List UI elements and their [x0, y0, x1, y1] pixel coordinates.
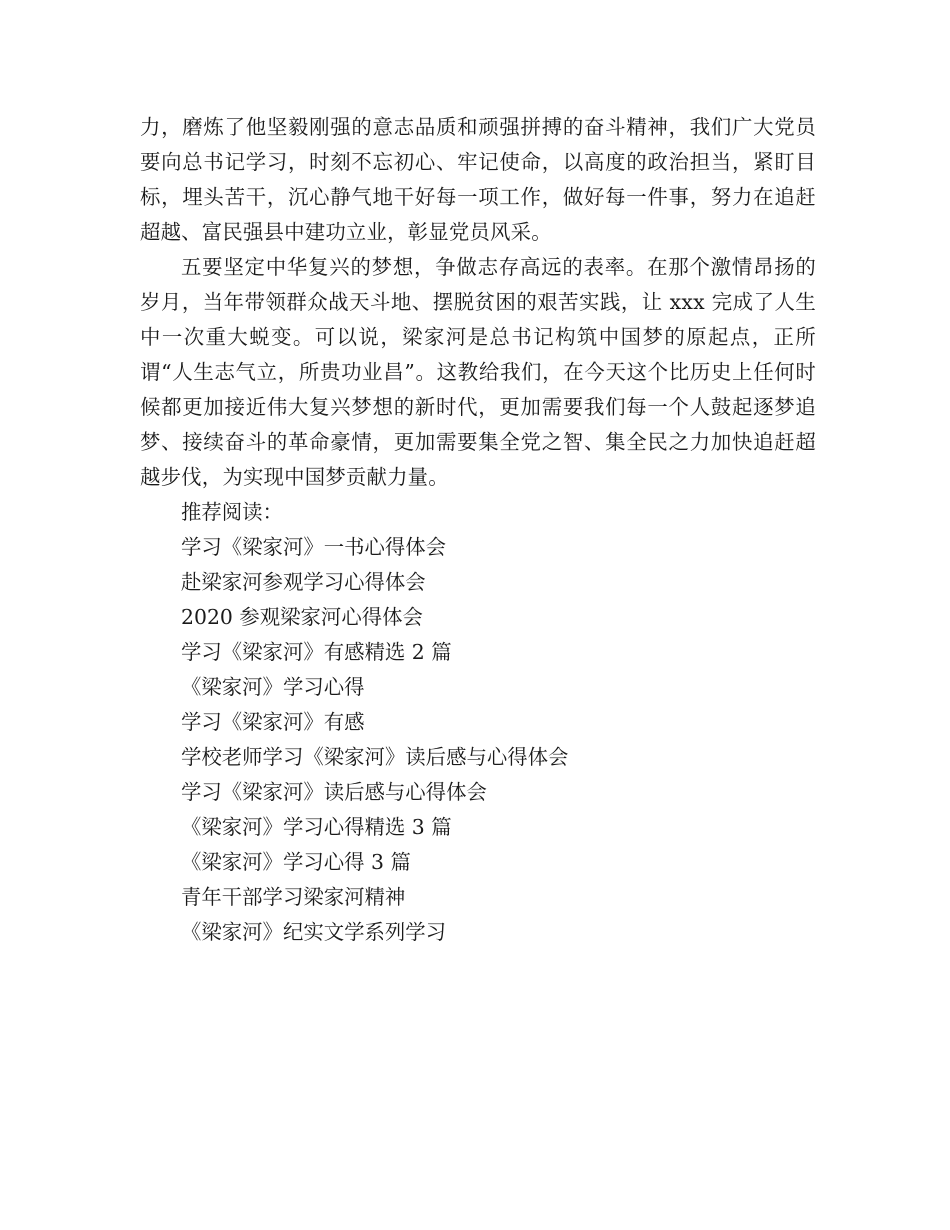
reading-link-3[interactable]: 2020 参观梁家河心得体会: [181, 605, 423, 629]
body-paragraph-2: 五要坚定中华复兴的梦想，争做志存高远的表率。在那个激情昂扬的岁月，当年带领群众战天斗地、摆脱贫困的艰苦实践，让 xxx 完成了人生中一次重大蜕变。可以说，梁家河是总书记构筑中国梦的原起点，正所谓“人生志气立，所贵功业昌”。这教给我们，在今天这个比历史上任何时候都更加接近伟大复兴梦想的新时代，更加需要我们每一个人鼓起逐梦追梦、接续奋斗的革命豪情，更加需要集全党之智、集全民之力加快追赶超越步伐，为实现中国梦贡献力量。: [140, 255, 816, 489]
recommended-reading-list: [140, 530, 816, 950]
reading-link-11[interactable]: 青年干部学习梁家河精神: [181, 885, 406, 909]
body-paragraph-1: 力，磨炼了他坚毅刚强的意志品质和顽强拼搏的奋斗精神，我们广大党员要向总书记学习，时刻不忘初心、牢记使命，以高度的政治担当，紧盯目标，埋头苦干，沉心静气地干好每一项工作，做好每一件事，努力在追赶超越、富民强县中建功立业，彰显党员风采。: [140, 115, 816, 244]
reading-link-8[interactable]: 学习《梁家河》读后感与心得体会: [181, 780, 487, 804]
reading-link-5[interactable]: 《梁家河》学习心得: [181, 675, 365, 699]
reading-link-10[interactable]: 《梁家河》学习心得 3 篇: [181, 850, 411, 874]
recommended-reading-heading: 推荐阅读：: [181, 500, 283, 524]
document-page: [140, 110, 816, 950]
reading-link-12[interactable]: 《梁家河》纪实文学系列学习: [181, 920, 447, 944]
reading-link-2[interactable]: 赴梁家河参观学习心得体会: [181, 570, 426, 594]
reading-link-1[interactable]: 学习《梁家河》一书心得体会: [181, 535, 447, 559]
reading-link-6[interactable]: 学习《梁家河》有感: [181, 710, 365, 734]
reading-link-4[interactable]: 学习《梁家河》有感精选 2 篇: [181, 640, 452, 664]
reading-link-7[interactable]: 学校老师学习《梁家河》读后感与心得体会: [181, 745, 569, 769]
reading-link-9[interactable]: 《梁家河》学习心得精选 3 篇: [181, 815, 452, 839]
